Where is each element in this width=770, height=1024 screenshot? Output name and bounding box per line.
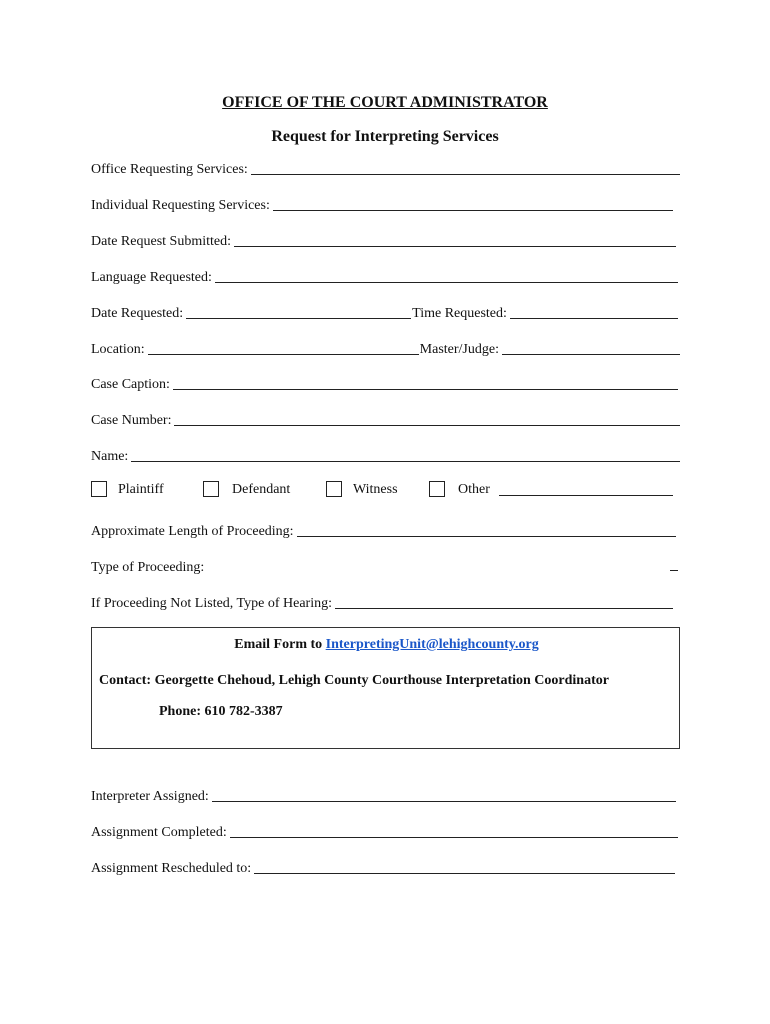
phone-line: Phone: 610 782-3387 bbox=[159, 704, 283, 719]
not-listed-field[interactable] bbox=[335, 594, 673, 609]
case-caption-row bbox=[91, 373, 678, 393]
form-subtitle: Request for Interpreting Services bbox=[271, 128, 499, 145]
date-time-row bbox=[91, 302, 678, 322]
case-number-label: Case Number: bbox=[91, 413, 172, 428]
language-requested-label: Language Requested: bbox=[91, 270, 212, 285]
interpreter-assigned-label: Interpreter Assigned: bbox=[91, 789, 209, 804]
case-caption-field[interactable] bbox=[173, 375, 678, 390]
master-judge-field[interactable] bbox=[502, 340, 680, 355]
case-caption-label: Case Caption: bbox=[91, 377, 170, 392]
email-link[interactable]: InterpretingUnit@lehighcounty.org bbox=[325, 637, 539, 652]
date-submitted-field[interactable] bbox=[234, 232, 676, 247]
type-field[interactable] bbox=[670, 556, 678, 571]
date-submitted-label: Date Request Submitted: bbox=[91, 234, 231, 249]
assignment-rescheduled-field[interactable] bbox=[254, 859, 675, 874]
location-judge-row bbox=[91, 338, 680, 358]
master-judge-label: Master/Judge: bbox=[419, 342, 499, 357]
other-field[interactable] bbox=[499, 481, 673, 496]
individual-requesting-row bbox=[91, 194, 673, 214]
type-label: Type of Proceeding: bbox=[91, 560, 205, 575]
defendant-checkbox[interactable] bbox=[203, 481, 219, 497]
name-row bbox=[91, 445, 680, 465]
time-requested-label: Time Requested: bbox=[412, 306, 507, 321]
individual-requesting-field[interactable] bbox=[273, 196, 673, 211]
not-listed-label: If Proceeding Not Listed, Type of Hearing: bbox=[91, 596, 332, 611]
interpreter-assigned-field[interactable] bbox=[212, 787, 676, 802]
email-line bbox=[92, 637, 681, 653]
not-listed-row bbox=[91, 592, 673, 612]
plaintiff-label: Plaintiff bbox=[118, 482, 164, 497]
language-requested-row bbox=[91, 266, 678, 286]
contact-line: Contact: Georgette Chehoud, Lehigh County Courthouse Interpretation Coordinator bbox=[99, 673, 609, 688]
case-number-row bbox=[91, 409, 680, 429]
role-checkboxes bbox=[91, 481, 680, 501]
assignment-rescheduled-label: Assignment Rescheduled to: bbox=[91, 861, 252, 876]
page-title: OFFICE OF THE COURT ADMINISTRATOR bbox=[222, 94, 548, 111]
assignment-completed-row bbox=[91, 821, 678, 841]
case-number-field[interactable] bbox=[174, 411, 680, 426]
email-prefix: Email Form to bbox=[234, 637, 326, 652]
name-label: Name: bbox=[91, 449, 129, 464]
time-requested-field[interactable] bbox=[510, 304, 678, 319]
location-field[interactable] bbox=[148, 340, 419, 355]
plaintiff-checkbox[interactable] bbox=[91, 481, 107, 497]
date-requested-field[interactable] bbox=[186, 304, 411, 319]
date-submitted-row bbox=[91, 230, 676, 250]
location-label: Location: bbox=[91, 342, 145, 357]
witness-label: Witness bbox=[353, 482, 398, 497]
office-requesting-field[interactable] bbox=[251, 160, 680, 175]
type-row bbox=[91, 556, 231, 576]
assignment-completed-label: Assignment Completed: bbox=[91, 825, 227, 840]
individual-requesting-label: Individual Requesting Services: bbox=[91, 198, 270, 213]
length-label: Approximate Length of Proceeding: bbox=[91, 524, 294, 539]
assignment-rescheduled-row bbox=[91, 857, 675, 877]
date-requested-label: Date Requested: bbox=[91, 306, 184, 321]
length-row bbox=[91, 520, 676, 540]
language-requested-field[interactable] bbox=[215, 268, 678, 283]
office-requesting-row bbox=[91, 158, 680, 178]
other-label: Other bbox=[458, 482, 490, 497]
assignment-completed-field[interactable] bbox=[230, 823, 678, 838]
other-checkbox[interactable] bbox=[429, 481, 445, 497]
name-field[interactable] bbox=[131, 447, 680, 462]
contact-box bbox=[91, 627, 680, 749]
witness-checkbox[interactable] bbox=[326, 481, 342, 497]
office-requesting-label: Office Requesting Services: bbox=[91, 162, 248, 177]
defendant-label: Defendant bbox=[232, 482, 291, 497]
interpreter-assigned-row bbox=[91, 785, 676, 805]
length-field[interactable] bbox=[297, 522, 676, 537]
